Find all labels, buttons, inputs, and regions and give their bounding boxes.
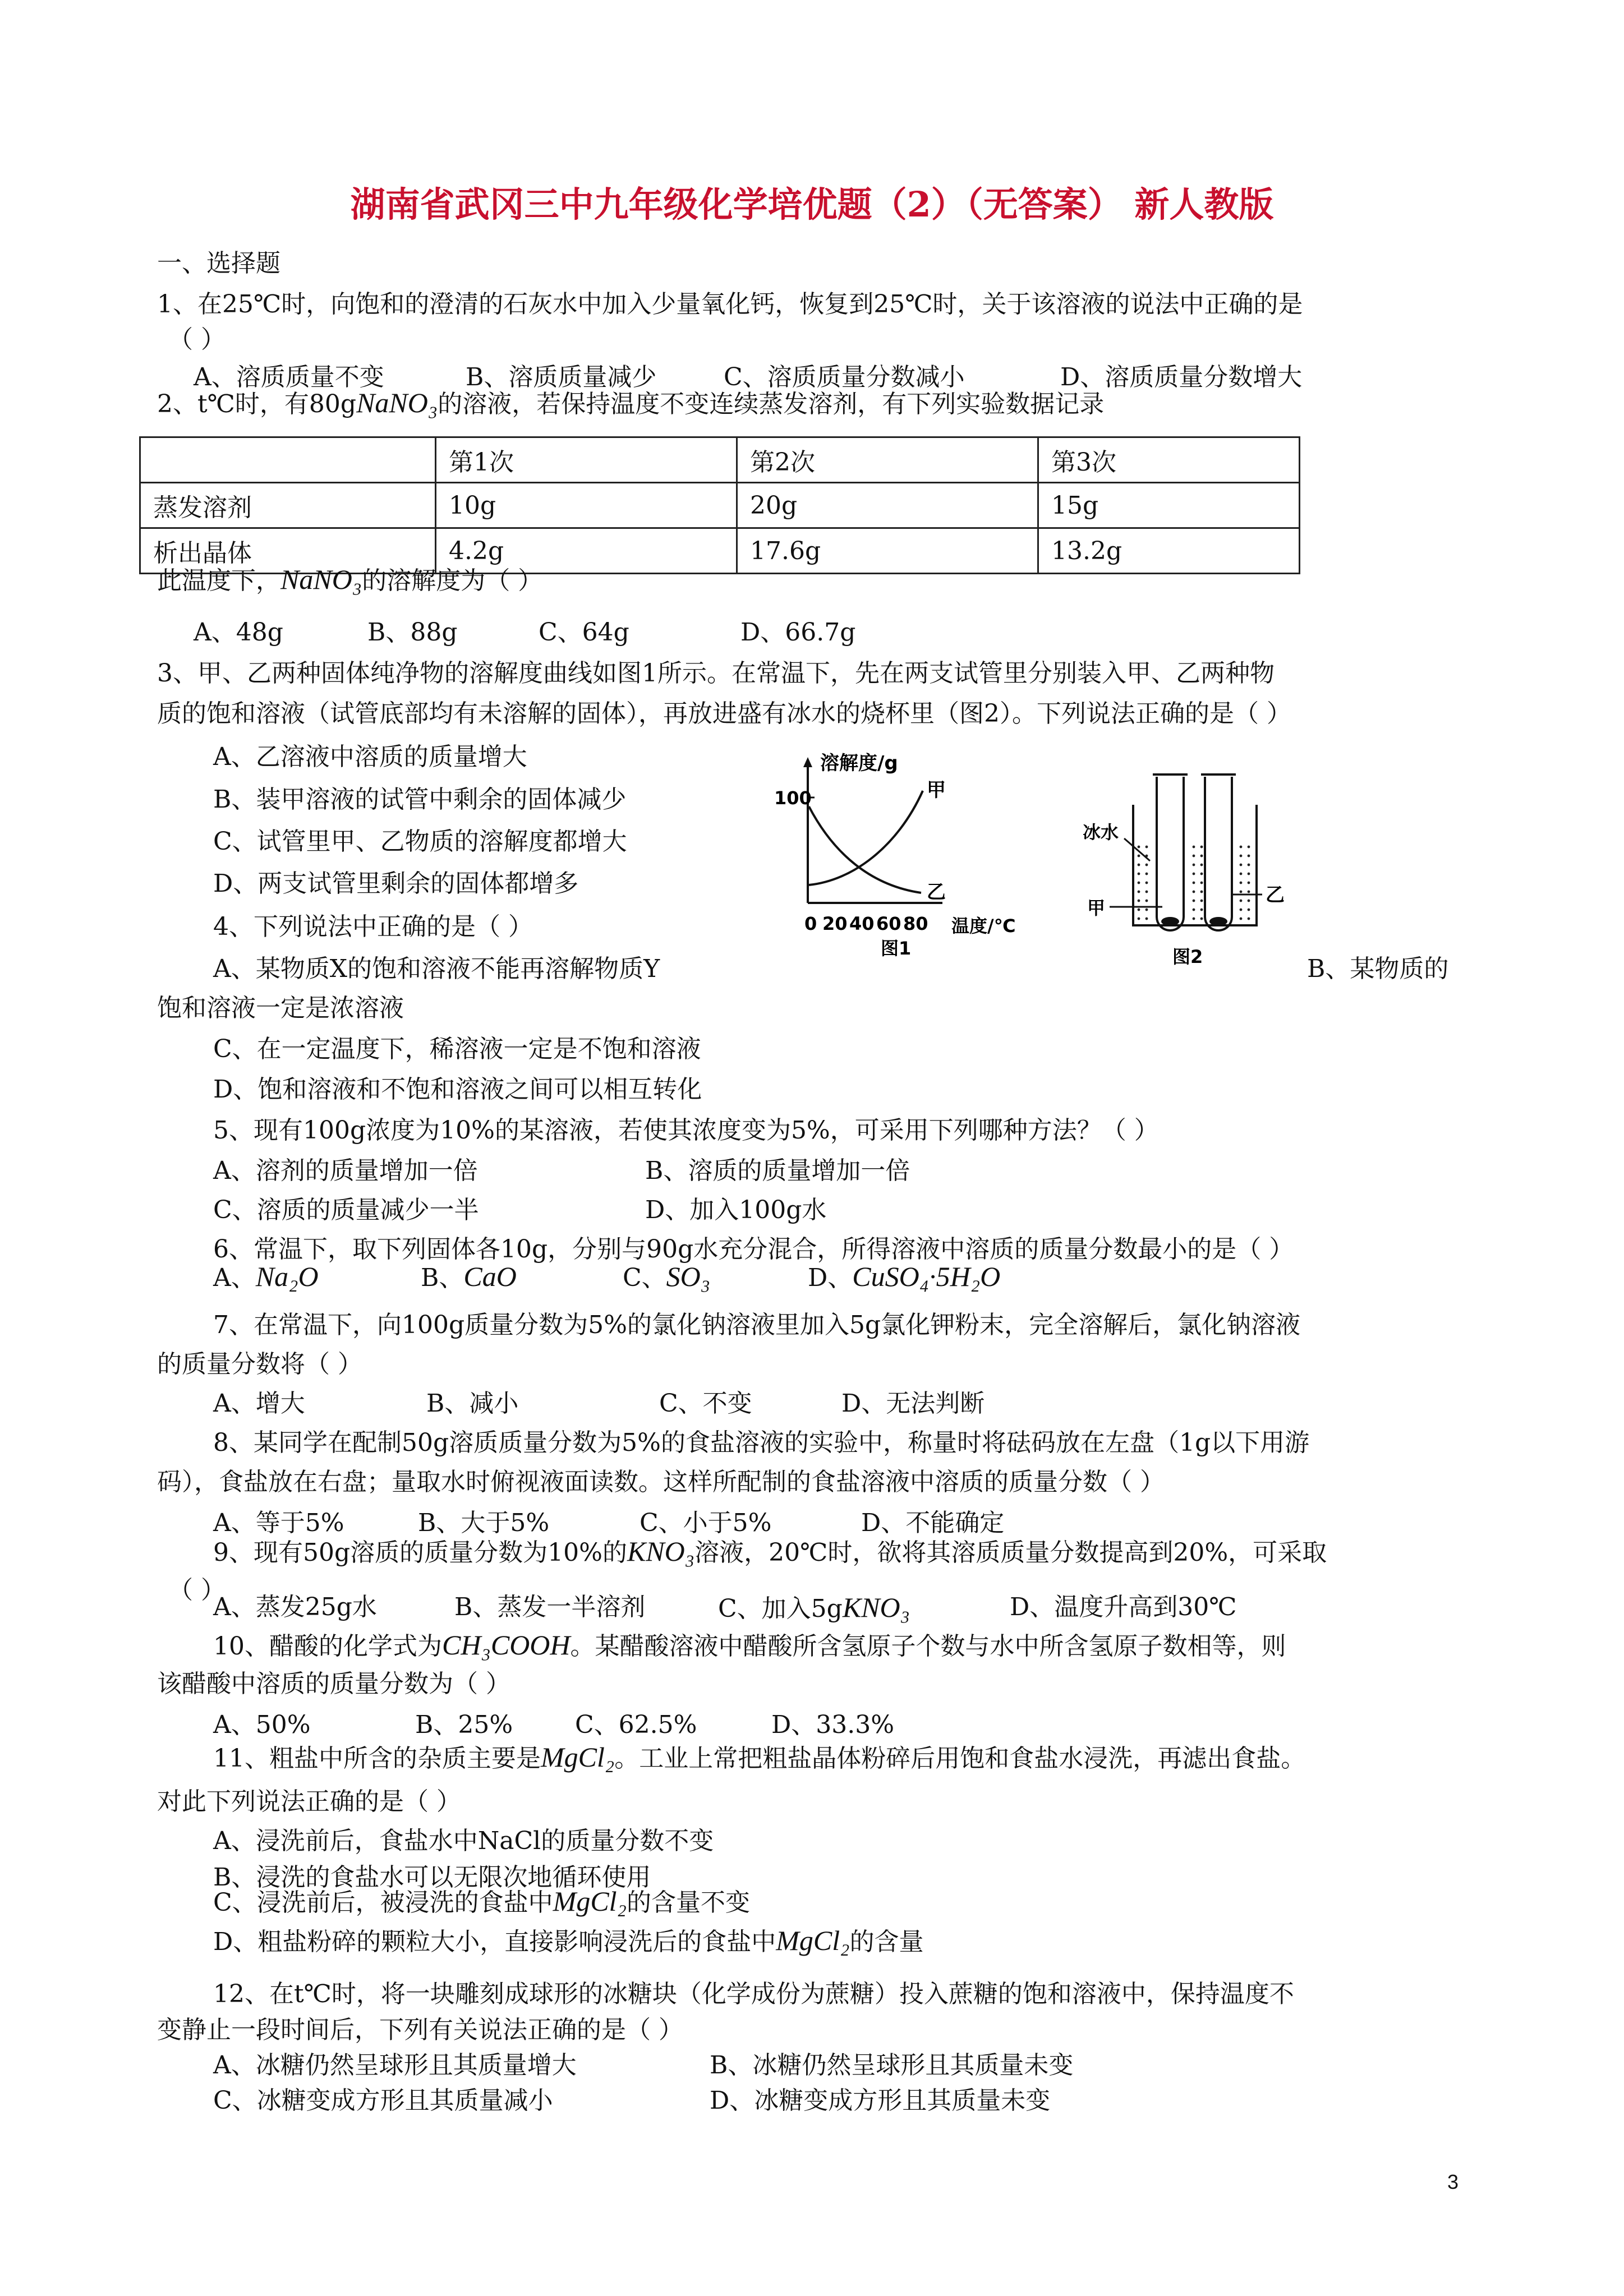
q7-stem-line2: 的质量分数将（ ） bbox=[157, 1350, 362, 1378]
ice-water-dot bbox=[1200, 891, 1203, 893]
figure2-solid-jia bbox=[1161, 917, 1179, 926]
q3-option-d: D、两支试管里剩余的固体都增多 bbox=[213, 869, 579, 898]
q7-option-a: A、增大 bbox=[213, 1389, 305, 1418]
ice-water-dot bbox=[1138, 873, 1140, 875]
ice-water-dot bbox=[1248, 891, 1250, 893]
figure2-caption: 图2 bbox=[1172, 946, 1203, 967]
ice-water-dot bbox=[1145, 846, 1148, 849]
ice-water-dot bbox=[1138, 909, 1140, 911]
q7-option-b: B、减小 bbox=[426, 1389, 519, 1418]
ice-water-dot bbox=[1200, 864, 1203, 866]
figure2-ice-water bbox=[1138, 846, 1250, 920]
q4-option-c: C、在一定温度下，稀溶液一定是不饱和溶液 bbox=[213, 1035, 701, 1063]
q9-option-d: D、温度升高到30℃ bbox=[1010, 1593, 1237, 1621]
q8-stem-line1: 8、某同学在配制50g溶质质量分数为5%的食盐溶液的实验中，称量时将砝码放在左盘（1g以下用游 bbox=[213, 1428, 1310, 1457]
q6-option-b: B、CaO bbox=[421, 1261, 517, 1292]
ice-water-dot bbox=[1138, 855, 1140, 857]
q11-option-c: C、浸洗前后，被浸洗的食盐中MgCl₂的含量不变 bbox=[213, 1885, 750, 1917]
q7-stem-line1: 7、在常温下，向100g质量分数为5%的氯化钠溶液里加入5g氯化钾粉末，完全溶解后，氯化钠溶液 bbox=[213, 1311, 1301, 1339]
q10-option-b: B、25% bbox=[415, 1711, 513, 1739]
ice-water-dot bbox=[1145, 891, 1148, 893]
figure2-test-tubes bbox=[1066, 754, 1324, 967]
ice-water-dot bbox=[1138, 864, 1140, 866]
q12-option-c: C、冰糖变成方形且其质量减小 bbox=[213, 2086, 553, 2115]
q4-option-a: A、某物质X的饱和溶液不能再溶解物质Y bbox=[213, 955, 660, 983]
ice-water-dot bbox=[1138, 891, 1140, 893]
q11-stem: 11、粗盐中所含的杂质主要是MgCl₂。工业上常把粗盐晶体粉碎后用饱和食盐水浸洗，再滤出食盐。 bbox=[213, 1741, 1306, 1773]
ice-water-dot bbox=[1248, 864, 1250, 866]
q1-option-a: A、溶质质量不变 bbox=[194, 363, 384, 391]
figure1-curve-yi bbox=[809, 806, 921, 893]
q10-stem: 10、醋酸的化学式为CH₃COOH。某醋酸溶液中醋酸所含氢原子个数与水中所含氢原子数相等，则 bbox=[213, 1629, 1286, 1661]
figure2-label-ice-water: 冰水 bbox=[1083, 822, 1119, 843]
q9-option-a: A、蒸发25g水 bbox=[213, 1593, 377, 1621]
q4-option-d: D、饱和溶液和不饱和溶液之间可以相互转化 bbox=[213, 1075, 702, 1104]
figure1-y100-label: 100 bbox=[774, 787, 812, 809]
ice-water-dot bbox=[1200, 918, 1203, 920]
ice-water-dot bbox=[1248, 846, 1250, 849]
ice-water-dot bbox=[1248, 918, 1250, 920]
q12-stem-line2: 变静止一段时间后，下列有关说法正确的是（ ） bbox=[157, 2016, 683, 2044]
q6-option-d: D、CuSO₄·5H₂O bbox=[808, 1261, 1001, 1292]
q9-option-b: B、蒸发一半溶剂 bbox=[454, 1593, 646, 1621]
ice-water-dot bbox=[1138, 882, 1140, 884]
ice-water-dot bbox=[1193, 900, 1195, 902]
q2-option-d: D、66.7g bbox=[740, 618, 856, 647]
q11-option-b: B、浸洗的食盐水可以无限次地循环使用 bbox=[213, 1863, 651, 1892]
figure1-xtick-40: 40 bbox=[849, 913, 875, 934]
q8-option-b: B、大于5% bbox=[418, 1509, 550, 1537]
ice-water-dot bbox=[1248, 882, 1250, 884]
q6-option-a: A、Na₂O bbox=[213, 1261, 319, 1292]
page-number: 3 bbox=[1447, 2170, 1459, 2193]
ice-water-dot bbox=[1138, 918, 1140, 920]
ice-water-dot bbox=[1193, 909, 1195, 911]
ice-water-dot bbox=[1145, 864, 1148, 866]
figure1-xlabel: 温度/℃ bbox=[951, 915, 1016, 937]
table-cell: 析出晶体 bbox=[140, 528, 436, 574]
q12-stem-line1: 12、在t℃时，将一块雕刻成球形的冰糖块（化学成份为蔗糖）投入蔗糖的饱和溶液中，保持温度不 bbox=[213, 1980, 1294, 2008]
ice-water-dot bbox=[1193, 864, 1195, 866]
figure1-y-arrow bbox=[803, 757, 812, 767]
q2-formula: NaNO₃ bbox=[356, 387, 438, 418]
q7-option-c: C、不变 bbox=[659, 1389, 752, 1418]
ice-water-dot bbox=[1248, 900, 1250, 902]
q3-option-b: B、装甲溶液的试管中剩余的固体减少 bbox=[213, 785, 627, 814]
q11-option-d: D、粗盐粉碎的颗粒大小，直接影响浸洗后的食盐中MgCl₂的含量 bbox=[213, 1925, 924, 1956]
ice-water-dot bbox=[1240, 900, 1243, 902]
table-cell bbox=[140, 437, 436, 483]
q8-option-a: A、等于5% bbox=[213, 1509, 344, 1537]
ice-water-dot bbox=[1193, 882, 1195, 884]
figure1-xtick-80: 80 bbox=[903, 913, 928, 934]
ice-water-dot bbox=[1145, 900, 1148, 902]
q1-blank: （ ） bbox=[168, 325, 226, 354]
q5-option-b: B、溶质的质量增加一倍 bbox=[645, 1156, 910, 1185]
ice-water-dot bbox=[1138, 900, 1140, 902]
figure1-xtick-0: 0 bbox=[804, 913, 817, 934]
q8-option-c: C、小于5% bbox=[640, 1509, 772, 1537]
table-cell: 4.2g bbox=[436, 528, 737, 574]
ice-water-dot bbox=[1240, 846, 1243, 849]
ice-water-dot bbox=[1248, 873, 1250, 875]
q2-option-b: B、88g bbox=[367, 618, 458, 647]
q5-stem: 5、现有100g浓度为10%的某溶液，若使其浓度变为5%，可采用下列哪种方法？（ ） bbox=[213, 1116, 1159, 1145]
q7-option-d: D、无法判断 bbox=[841, 1389, 985, 1418]
q1-option-c: C、溶质质量分数减小 bbox=[724, 363, 965, 391]
q12-option-b: B、冰糖仍然呈球形且其质量未变 bbox=[710, 2051, 1074, 2080]
q2-stem: 2、t℃时，有80gNaNO₃的溶液，若保持温度不变连续蒸发溶剂，有下列实验数据记录 bbox=[157, 387, 1105, 418]
q10-option-d: D、33.3% bbox=[771, 1711, 895, 1739]
table-cell: 第2次 bbox=[737, 437, 1038, 483]
q4-option-b-end: 饱和溶液一定是浓溶液 bbox=[157, 994, 404, 1022]
q12-option-d: D、冰糖变成方形且其质量未变 bbox=[710, 2086, 1051, 2115]
q10-option-a: A、50% bbox=[213, 1711, 311, 1739]
q3-option-c: C、试管里甲、乙物质的溶解度都增大 bbox=[213, 827, 627, 856]
section-heading: 一、选择题 bbox=[157, 249, 280, 278]
table-cell: 蒸发溶剂 bbox=[140, 483, 436, 528]
q2-option-a: A、48g bbox=[194, 618, 283, 647]
ice-water-dot bbox=[1200, 855, 1203, 857]
q10-option-c: C、62.5% bbox=[575, 1711, 697, 1739]
ice-water-dot bbox=[1240, 918, 1243, 920]
figure1-ylabel: 溶解度/g bbox=[820, 752, 898, 774]
table-cell: 第1次 bbox=[436, 437, 737, 483]
q8-option-d: D、不能确定 bbox=[861, 1509, 1005, 1537]
ice-water-dot bbox=[1200, 873, 1203, 875]
figure1-xtick-20: 20 bbox=[822, 913, 848, 934]
figure1-label-jia: 甲 bbox=[927, 779, 946, 801]
q11-option-a: A、浸洗前后，食盐水中NaCl的质量分数不变 bbox=[213, 1827, 714, 1855]
ice-water-dot bbox=[1193, 918, 1195, 920]
ice-water-dot bbox=[1240, 882, 1243, 884]
figure1-solubility-curve bbox=[774, 751, 1066, 959]
figure2-solid-yi bbox=[1209, 917, 1227, 926]
table-cell: 10g bbox=[436, 483, 737, 528]
table-cell: 20g bbox=[737, 483, 1038, 528]
ice-water-dot bbox=[1240, 909, 1243, 911]
q2-data-table bbox=[139, 436, 1300, 574]
figure1-caption: 图1 bbox=[881, 938, 912, 959]
q11-stem-line2: 对此下列说法正确的是（ ） bbox=[157, 1787, 461, 1816]
q5-option-d: D、加入100g水 bbox=[645, 1196, 827, 1224]
q5-option-c: C、溶质的质量减少一半 bbox=[213, 1196, 479, 1224]
q10-stem-line2: 该醋酸中溶质的质量分数为（ ） bbox=[157, 1670, 510, 1698]
ice-water-dot bbox=[1248, 909, 1250, 911]
figure1-xtick-60: 60 bbox=[876, 913, 901, 934]
ice-water-dot bbox=[1240, 855, 1243, 857]
q2-question: 此温度下，NaNO₃的溶解度为（ ） bbox=[157, 564, 543, 595]
figure2-tube-yi bbox=[1205, 777, 1232, 930]
q3-stem-line2: 质的饱和溶液（试管底部均有未溶解的固体），再放进盛有冰水的烧杯里（图2）。下列说法正确的是（ ） bbox=[157, 699, 1291, 728]
ice-water-dot bbox=[1145, 918, 1148, 920]
ice-water-dot bbox=[1145, 873, 1148, 875]
figure2-label-jia: 甲 bbox=[1087, 897, 1106, 919]
figure2-label-yi: 乙 bbox=[1266, 884, 1285, 906]
table-row bbox=[140, 483, 1300, 528]
q12-option-a: A、冰糖仍然呈球形且其质量增大 bbox=[213, 2051, 577, 2080]
table-cell: 17.6g bbox=[737, 528, 1038, 574]
ice-water-dot bbox=[1240, 891, 1243, 893]
ice-water-dot bbox=[1193, 855, 1195, 857]
q6-stem: 6、常温下，取下列固体各10g，分别与90g水充分混合，所得溶液中溶质的质量分数最小的是（ ） bbox=[213, 1235, 1294, 1264]
ice-water-dot bbox=[1145, 909, 1148, 911]
q1-option-d: D、溶质质量分数增大 bbox=[1060, 363, 1303, 391]
ice-water-dot bbox=[1200, 909, 1203, 911]
page-title: 湖南省武冈三中九年级化学培优题（2）（无答案） 新人教版 bbox=[350, 184, 1274, 225]
q9-option-c: C、加入5gKNO₃ bbox=[718, 1592, 910, 1623]
ice-water-dot bbox=[1193, 891, 1195, 893]
ice-water-dot bbox=[1200, 846, 1203, 849]
q1-stem: 1、在25℃时，向饱和的澄清的石灰水中加入少量氧化钙，恢复到25℃时，关于该溶液的说法中正确的是 bbox=[157, 290, 1303, 319]
q4-option-b-start: B、某物质的 bbox=[1307, 955, 1449, 983]
ice-water-dot bbox=[1240, 864, 1243, 866]
q9-blank: （ ） bbox=[168, 1576, 226, 1605]
q5-option-a: A、溶剂的质量增加一倍 bbox=[213, 1156, 478, 1185]
table-cell: 第3次 bbox=[1038, 437, 1300, 483]
table-cell: 15g bbox=[1038, 483, 1300, 528]
ice-water-dot bbox=[1193, 873, 1195, 875]
ice-water-dot bbox=[1200, 900, 1203, 902]
q3-stem-line1: 3、甲、乙两种固体纯净物的溶解度曲线如图1所示。在常温下，先在两支试管里分别装入甲、乙两种物 bbox=[157, 659, 1275, 688]
table-row bbox=[140, 437, 1300, 483]
q4-stem: 4、下列说法中正确的是（ ） bbox=[213, 912, 533, 941]
q6-option-c: C、SO₃ bbox=[623, 1261, 711, 1292]
figure2-pointer-ice bbox=[1124, 838, 1150, 861]
ice-water-dot bbox=[1240, 873, 1243, 875]
table-cell: 13.2g bbox=[1038, 528, 1300, 574]
q9-stem: 9、现有50g溶质的质量分数为10%的KNO₃溶液，20℃时，欲将其溶质质量分数提高到20%，可采取 bbox=[213, 1536, 1327, 1567]
ice-water-dot bbox=[1200, 882, 1203, 884]
ice-water-dot bbox=[1193, 846, 1195, 849]
ice-water-dot bbox=[1248, 855, 1250, 857]
figure1-label-yi: 乙 bbox=[927, 881, 946, 903]
ice-water-dot bbox=[1138, 846, 1140, 849]
q3-option-a: A、乙溶液中溶质的质量增大 bbox=[213, 743, 527, 771]
ice-water-dot bbox=[1145, 882, 1148, 884]
q2-option-c: C、64g bbox=[539, 618, 629, 647]
q8-stem-line2: 码），食盐放在右盘；量取水时俯视液面读数。这样所配制的食盐溶液中溶质的质量分数（ ） bbox=[157, 1468, 1165, 1496]
q1-option-b: B、溶质质量减少 bbox=[466, 363, 657, 391]
